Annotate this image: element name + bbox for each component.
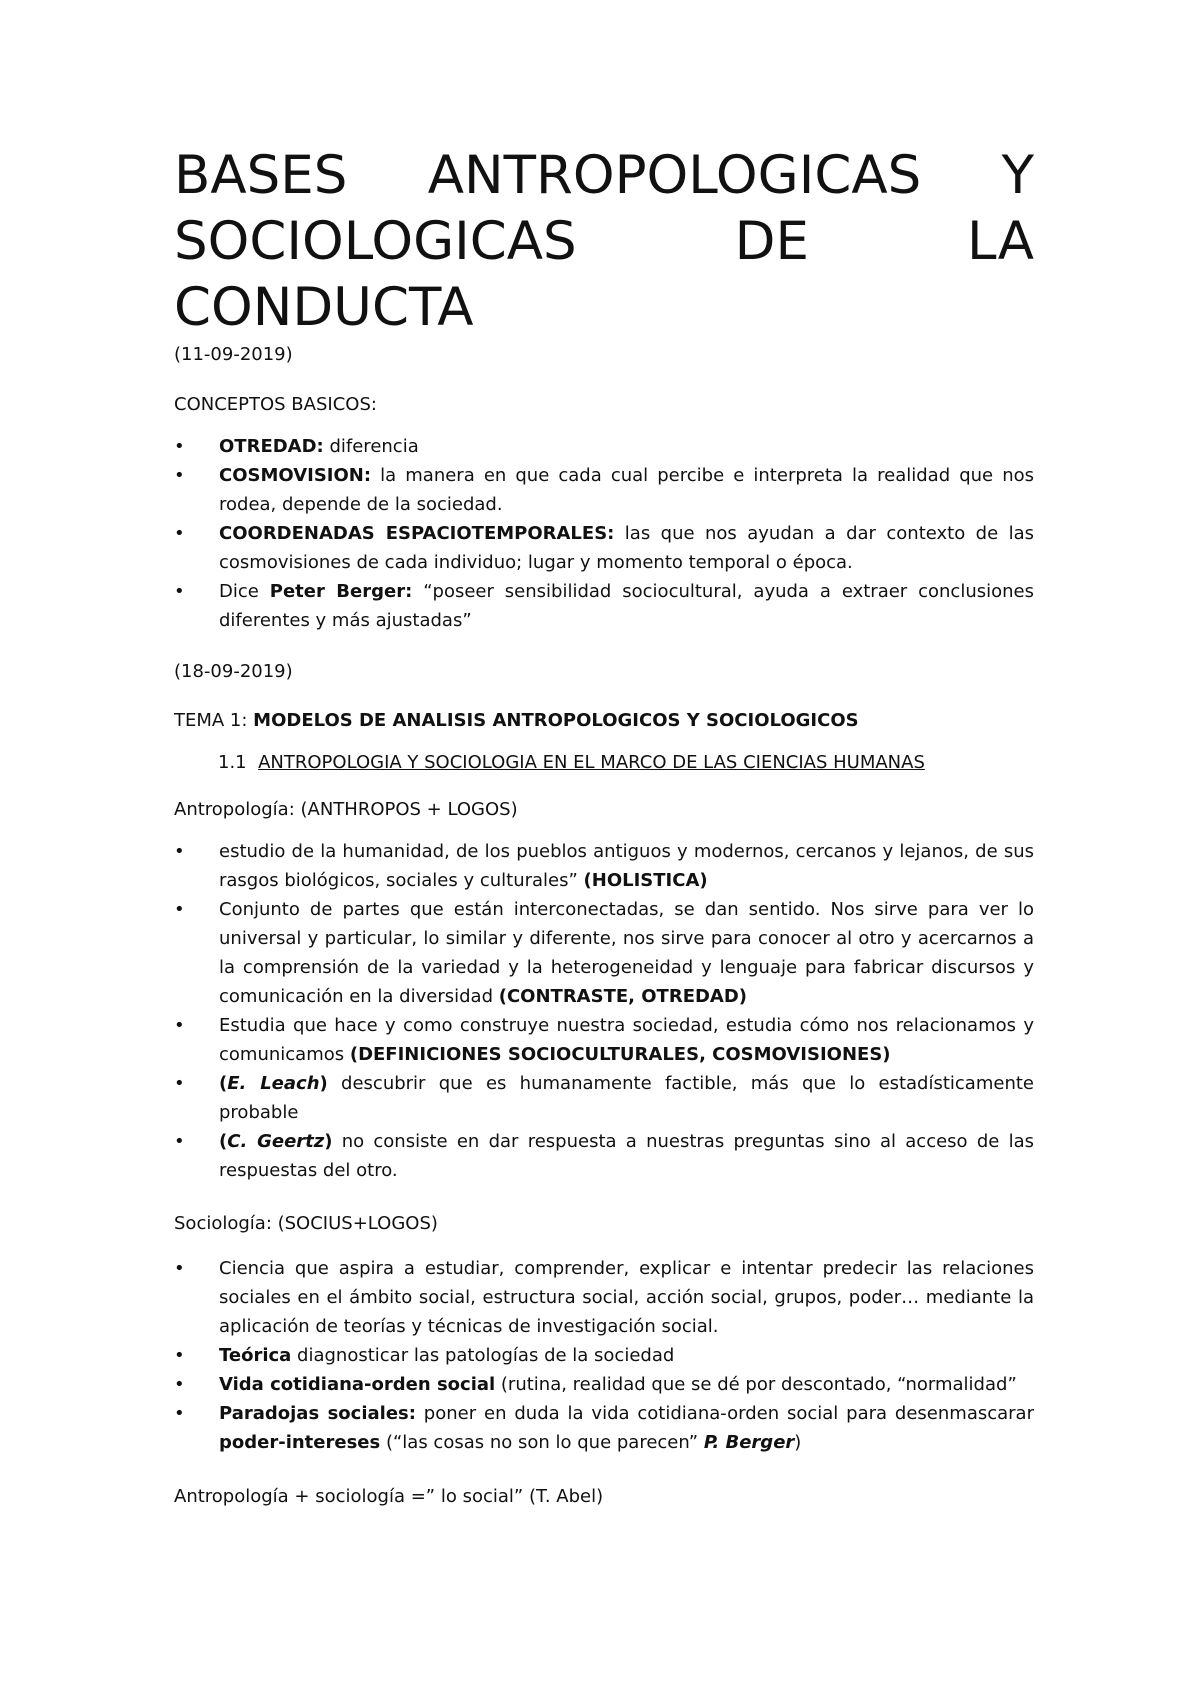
document-title — [174, 143, 1034, 341]
conceptos-heading: CONCEPTOS BASICOS: — [174, 394, 377, 415]
sociologia-heading: Sociología: (SOCIUS+LOGOS) — [174, 1213, 438, 1234]
conceptos-list — [174, 432, 1034, 635]
list-item: • estudio de la humanidad, de los pueblos antiguos y modernos, cercanos y lejanos, de sus rasgos biológicos, sociales y culturales” (HOLISTICA) — [174, 837, 1034, 895]
title-line-2: SOCIOLOGICAS DE LA — [174, 211, 1034, 272]
date-2: (18-09-2019) — [174, 661, 293, 682]
tema-heading: TEMA 1: MODELOS DE ANALISIS ANTROPOLOGICOS Y SOCIOLOGICOS — [174, 710, 859, 731]
list-item: • Vida cotidiana-orden social (rutina, realidad que se dé por descontado, “normalidad” — [174, 1370, 1034, 1399]
title-line-3: CONDUCTA — [174, 277, 474, 338]
conclusion-line: Antropología + sociología =” lo social” (T. Abel) — [174, 1486, 604, 1507]
title-line-1: BASES ANTROPOLOGICAS Y — [174, 145, 1034, 206]
list-item: • Teórica diagnosticar las patologías de la sociedad — [174, 1341, 1034, 1370]
list-item: • COORDENADAS ESPACIOTEMPORALES: las que nos ayudan a dar contexto de las cosmovisiones de cada individuo; lugar y momento temporal o época. — [174, 519, 1034, 577]
list-item: • (C. Geertz) no consiste en dar respuesta a nuestras preguntas sino al acceso de las respuestas del otro. — [174, 1127, 1034, 1185]
antropologia-list — [174, 837, 1034, 1185]
antropologia-heading: Antropología: (ANTHROPOS + LOGOS) — [174, 799, 518, 820]
list-item: • COSMOVISION: la manera en que cada cual percibe e interpreta la realidad que nos rodea, depende de la sociedad. — [174, 461, 1034, 519]
list-item: • Conjunto de partes que están interconectadas, se dan sentido. Nos sirve para ver lo universal y particular, lo similar y diferente, nos sirve para conocer al otro y acercarnos a la comprensión de la variedad y la heterogeneidad y lenguaje para fabricar discursos y comunicación en la diversidad (CONTRASTE, OTREDAD) — [174, 895, 1034, 1011]
list-item: • Ciencia que aspira a estudiar, comprender, explicar e intentar predecir las relaciones sociales en el ámbito social, estructura social, acción social, grupos, poder… mediante la aplicación de teorías y técnicas de investigación social. — [174, 1254, 1034, 1341]
sociologia-list — [174, 1254, 1034, 1457]
list-item: • Paradojas sociales: poner en duda la vida cotidiana-orden social para desenmascarar poder-intereses (“las cosas no son lo que parecen” P. Berger) — [174, 1399, 1034, 1457]
list-item: • OTREDAD: diferencia — [174, 432, 1034, 461]
subtema-heading: 1.1 ANTROPOLOGIA Y SOCIOLOGIA EN EL MARCO DE LAS CIENCIAS HUMANAS — [218, 752, 925, 773]
list-item: • Dice Peter Berger: “poseer sensibilidad sociocultural, ayuda a extraer conclusiones diferentes y más ajustadas” — [174, 577, 1034, 635]
date-1: (11-09-2019) — [174, 344, 293, 365]
list-item: • Estudia que hace y como construye nuestra sociedad, estudia cómo nos relacionamos y comunicamos (DEFINICIONES SOCIOCULTURALES, COSMOVISIONES) — [174, 1011, 1034, 1069]
list-item: • (E. Leach) descubrir que es humanamente factible, más que lo estadísticamente probable — [174, 1069, 1034, 1127]
